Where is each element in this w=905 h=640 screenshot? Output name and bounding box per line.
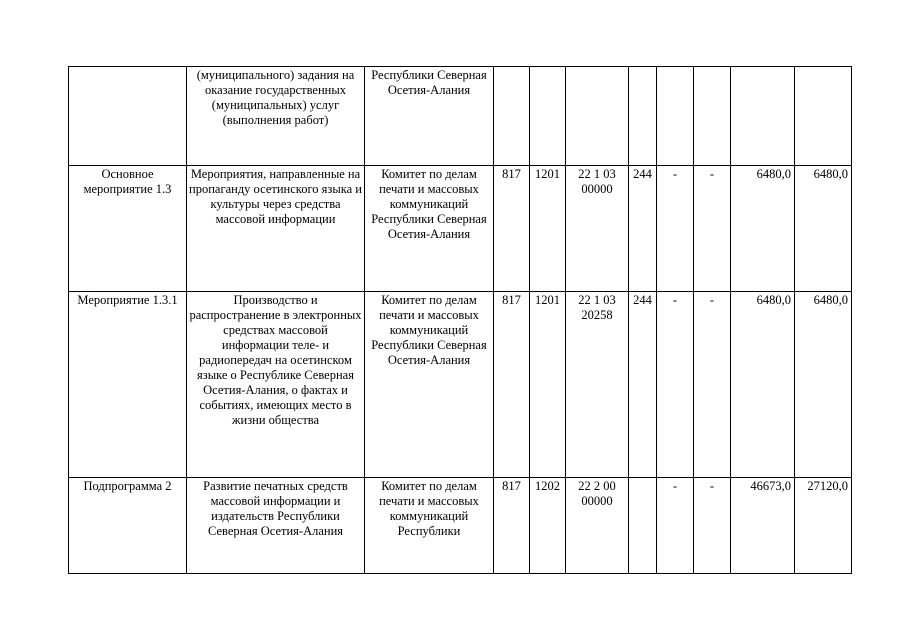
row-year-2: - bbox=[694, 292, 731, 478]
row-year-3 bbox=[731, 67, 795, 166]
row-description: Мероприятия, направленные на пропаганду осетинского языка и культуры через средства массовой информации bbox=[187, 166, 365, 292]
budget-table bbox=[68, 66, 852, 574]
row-grbs: 817 bbox=[494, 478, 530, 574]
row-description: Производство и распространение в электронных средствах массовой информации теле- и радиопередач на осетинском языке о Республике Северная Осетия-Алания, о фактах и событиях, имеющих место в жизни общества bbox=[187, 292, 365, 478]
row-year-2 bbox=[694, 67, 731, 166]
row-vr bbox=[629, 67, 657, 166]
row-csr: 22 1 03 00000 bbox=[566, 166, 629, 292]
row-year-1: - bbox=[657, 292, 694, 478]
row-name: Мероприятие 1.3.1 bbox=[69, 292, 187, 478]
row-grbs: 817 bbox=[494, 166, 530, 292]
row-executor: Комитет по делам печати и массовых коммуникаций Республики bbox=[365, 478, 494, 574]
row-vr: 244 bbox=[629, 166, 657, 292]
row-rzpr bbox=[530, 67, 566, 166]
row-csr bbox=[566, 67, 629, 166]
row-executor: Республики Северная Осетия-Алания bbox=[365, 67, 494, 166]
table-row bbox=[69, 292, 852, 478]
row-year-4 bbox=[795, 67, 852, 166]
row-csr: 22 1 03 20258 bbox=[566, 292, 629, 478]
row-year-4: 6480,0 bbox=[795, 292, 852, 478]
row-year-1 bbox=[657, 67, 694, 166]
row-executor: Комитет по делам печати и массовых коммуникаций Республики Северная Осетия-Алания bbox=[365, 292, 494, 478]
row-year-3: 46673,0 bbox=[731, 478, 795, 574]
row-year-2: - bbox=[694, 478, 731, 574]
row-vr bbox=[629, 478, 657, 574]
table-row bbox=[69, 67, 852, 166]
row-executor: Комитет по делам печати и массовых коммуникаций Республики Северная Осетия-Алания bbox=[365, 166, 494, 292]
row-year-3: 6480,0 bbox=[731, 292, 795, 478]
row-year-3: 6480,0 bbox=[731, 166, 795, 292]
row-year-2: - bbox=[694, 166, 731, 292]
row-description: Развитие печатных средств массовой информации и издательств Республики Северная Осетия-Алания bbox=[187, 478, 365, 574]
row-name: Основное мероприятие 1.3 bbox=[69, 166, 187, 292]
row-name bbox=[69, 67, 187, 166]
row-csr: 22 2 00 00000 bbox=[566, 478, 629, 574]
row-year-1: - bbox=[657, 166, 694, 292]
row-year-4: 27120,0 bbox=[795, 478, 852, 574]
row-rzpr: 1201 bbox=[530, 166, 566, 292]
row-description: (муниципального) задания на оказание государственных (муниципальных) услуг (выполнения работ) bbox=[187, 67, 365, 166]
table-row bbox=[69, 478, 852, 574]
row-grbs bbox=[494, 67, 530, 166]
row-year-4: 6480,0 bbox=[795, 166, 852, 292]
row-rzpr: 1201 bbox=[530, 292, 566, 478]
row-rzpr: 1202 bbox=[530, 478, 566, 574]
row-vr: 244 bbox=[629, 292, 657, 478]
row-year-1: - bbox=[657, 478, 694, 574]
row-name: Подпрограмма 2 bbox=[69, 478, 187, 574]
table-row bbox=[69, 166, 852, 292]
row-grbs: 817 bbox=[494, 292, 530, 478]
